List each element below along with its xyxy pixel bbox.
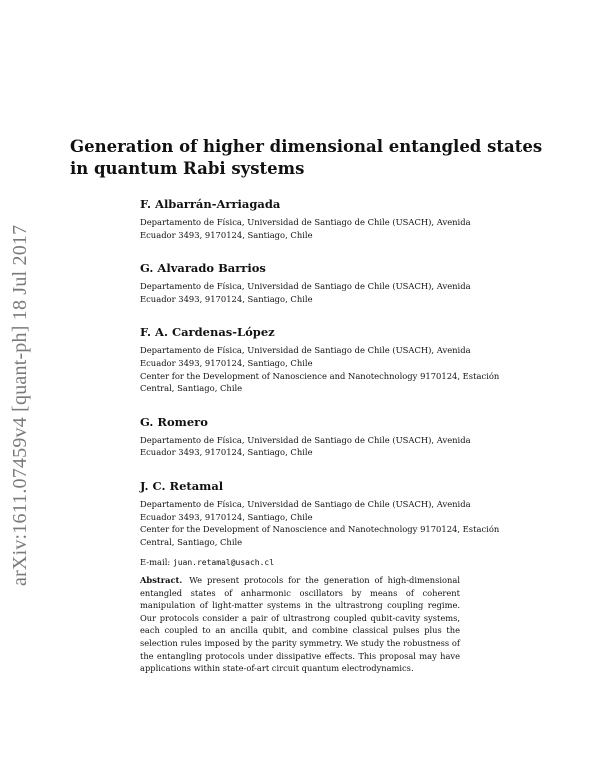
affiliation-line: Ecuador 3493, 9170124, Santiago, Chile [140, 447, 313, 458]
author-name: J. C. Retamal [140, 478, 224, 493]
affiliation-line: Departamento de Física, Universidad de Santiago de Chile (USACH), Avenida [140, 217, 471, 227]
email-label: E-mail: [140, 557, 171, 568]
abstract-label: Abstract. [140, 575, 183, 585]
affiliation-line: Ecuador 3493, 9170124, Santiago, Chile [140, 357, 313, 368]
affiliation-line: Ecuador 3493, 9170124, Santiago, Chile [140, 511, 313, 522]
affiliation-line: Center for the Development of Nanoscience and Nanotechnology 9170124, Estación [140, 524, 500, 535]
title-line: Generation of higher dimensional entangled states [70, 137, 543, 156]
abstract [140, 574, 460, 675]
abstract-text: We present protocols for the generation of high-dimensional entangled states of anharmonic oscillators by means of coherent manipulation of light-matter systems in the ultrastrong coupling regime. Our protocols consider a pair of ultrastrong coupled qubit-cavity systems, each coupled to an ancilla qubit, and combine classical pulses plus the selection rules imposed by the parity symmetry. We study the robustness of the entangling protocols under dissipative effects. This proposal may have applications within state-of-art circuit quantum electrodynamics. [140, 575, 460, 674]
author-block [140, 415, 540, 459]
author-name: F. Albarrán-Arriagada [140, 197, 281, 211]
paper-title [70, 136, 550, 180]
author-name: F. A. Cardenas-López [140, 325, 275, 340]
affiliation-line: Central, Santiago, Chile [140, 536, 243, 547]
affiliation-line: Central, Santiago, Chile [140, 383, 243, 394]
author-block [140, 479, 540, 548]
affiliation-line: Departamento de Física, Universidad de Santiago de Chile (USACH), Avenida [140, 498, 471, 509]
affiliation-line: Departamento de Física, Universidad de Santiago de Chile (USACH), Avenida [140, 281, 471, 292]
affiliation-line: Departamento de Física, Universidad de Santiago de Chile (USACH), Avenida [140, 434, 471, 445]
contact-email [140, 556, 540, 570]
author-block [140, 261, 540, 305]
author-name: G. Alvarado Barrios [140, 261, 266, 276]
author-block [140, 197, 540, 241]
affiliation-line: Departamento de Física, Universidad de Santiago de Chile (USACH), Avenida [140, 345, 471, 356]
arxiv-identifier-stamp: arXiv:1611.07459v4 [quant-ph] 18 Jul 2017 [9, 224, 31, 586]
author-name: G. Romero [140, 414, 208, 429]
affiliation-line: Center for the Development of Nanoscience and Nanotechnology 9170124, Estación [140, 370, 500, 381]
affiliation-line: Ecuador 3493, 9170124, Santiago, Chile [140, 293, 313, 304]
affiliation-line: Ecuador 3493, 9170124, Santiago, Chile [140, 229, 313, 240]
author-block [140, 325, 540, 394]
author-list [140, 197, 540, 570]
title-line: in quantum Rabi systems [70, 159, 305, 178]
email-address[interactable]: juan.retamal@usach.cl [172, 558, 275, 568]
